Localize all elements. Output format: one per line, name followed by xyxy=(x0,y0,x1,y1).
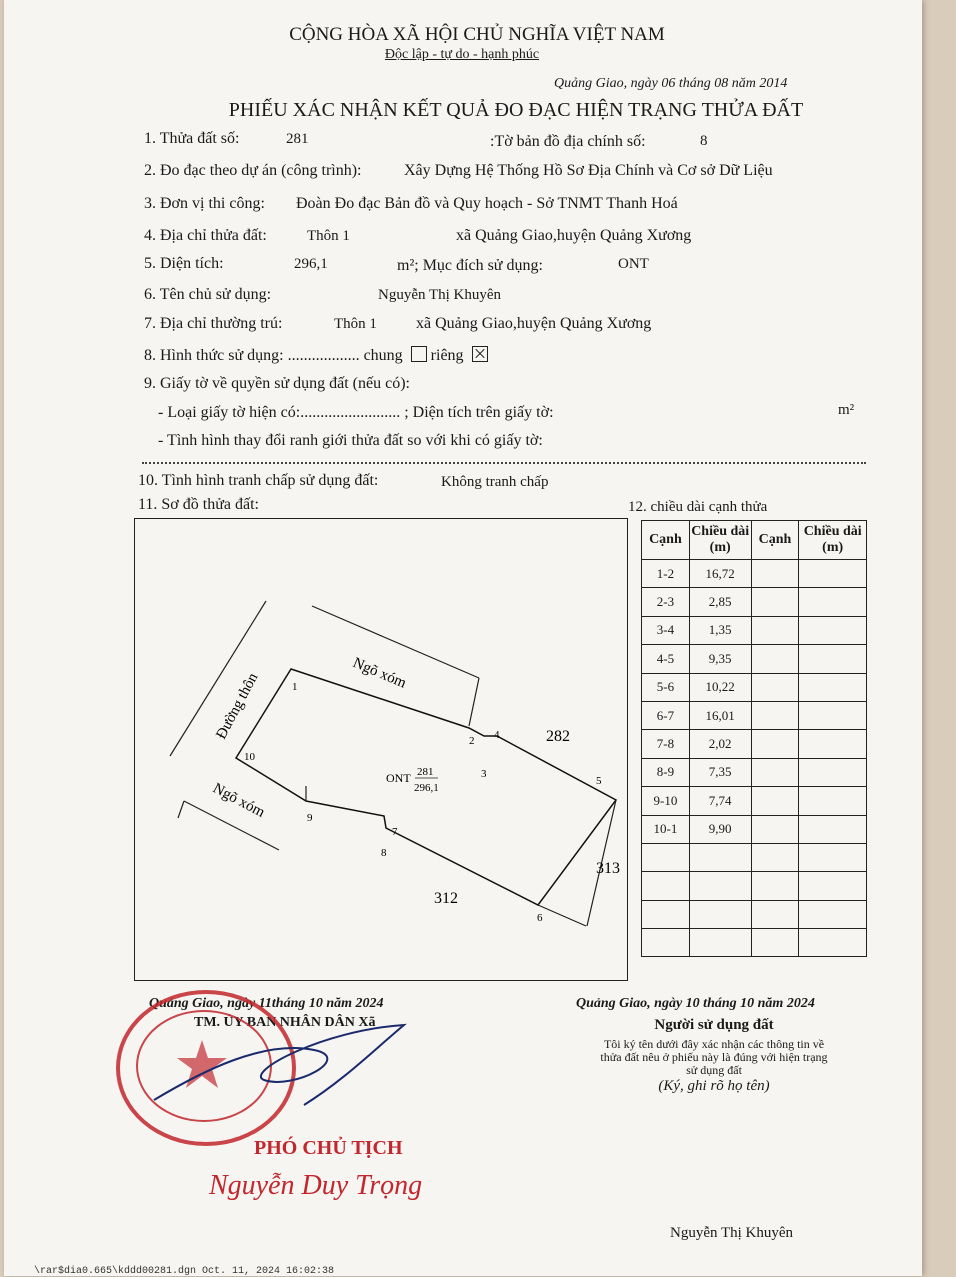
edge-length-label: 12. chiều dài cạnh thửa xyxy=(628,499,768,515)
empty-cell xyxy=(751,900,799,928)
table-row xyxy=(642,560,867,588)
parcel-sketch xyxy=(134,518,628,981)
separator xyxy=(142,462,866,464)
parcel-area-label: 296,1 xyxy=(414,782,439,794)
point-3-label: 3 xyxy=(481,768,487,780)
length-cell: 7,74 xyxy=(689,787,751,815)
project-name: Xây Dựng Hệ Thống Hồ Sơ Địa Chính và Cơ sở Dữ Liệu xyxy=(404,162,773,179)
documents-type: - Loại giấy tờ hiện có:......................... ; Diện tích trên giấy tờ: xyxy=(158,404,554,421)
point-1-label: 1 xyxy=(292,681,298,693)
national-title: CỘNG HÒA XÃ HỘI CHỦ NGHĨA VIỆT NAM xyxy=(289,24,665,45)
table-row xyxy=(642,588,867,616)
edge-cell: 10-1 xyxy=(642,815,690,843)
private-checkbox xyxy=(472,346,488,362)
land-user-note-2: thửa đất nêu ở phiếu này là đúng với hiện trạng xyxy=(600,1050,828,1064)
usage-form xyxy=(144,346,488,365)
col-length: Chiều dài (m) xyxy=(689,521,751,560)
land-user-name: Nguyễn Thị Khuyên xyxy=(670,1225,794,1241)
neighbor-282-label: 282 xyxy=(546,728,570,745)
point-6-label: 6 xyxy=(537,912,543,924)
alley-left-label: Ngõ xóm xyxy=(210,780,268,821)
edge-cell: 2-3 xyxy=(642,588,690,616)
length-cell: 9,35 xyxy=(689,645,751,673)
shared-checkbox xyxy=(411,346,427,362)
parcel-purpose-label: ONT xyxy=(386,771,411,785)
col-edge: Cạnh xyxy=(642,521,690,560)
issue-date: Quảng Giao, ngày 06 tháng 08 năm 2014 xyxy=(554,76,788,91)
length-cell xyxy=(689,872,751,900)
table-row xyxy=(642,758,867,786)
edge-cell xyxy=(642,900,690,928)
table-row xyxy=(642,787,867,815)
map-sheet-number: 8 xyxy=(700,133,708,149)
table-row xyxy=(642,616,867,644)
table-row xyxy=(642,843,867,871)
point-5-label: 5 xyxy=(596,775,602,787)
empty-cell xyxy=(799,815,867,843)
documents-area-unit: m² xyxy=(838,402,855,418)
edge-cell: 3-4 xyxy=(642,616,690,644)
residence-label: 7. Địa chỉ thường trú: xyxy=(144,315,283,332)
boundary-change: - Tình hình thay đổi ranh giới thửa đất so với khi có giấy tờ: xyxy=(158,432,543,449)
right-sign-date: Quảng Giao, ngày 10 tháng 10 năm 2024 xyxy=(576,996,815,1011)
contractor-label: 3. Đơn vị thi công: xyxy=(144,195,265,212)
empty-cell xyxy=(799,560,867,588)
vice-chairman-name: Nguyễn Duy Trọng xyxy=(209,1170,423,1201)
col-length-2: Chiều dài (m) xyxy=(799,521,867,560)
edge-cell: 7-8 xyxy=(642,730,690,758)
point-7-label: 7 xyxy=(392,826,398,838)
empty-cell xyxy=(799,616,867,644)
parcel-address-label: 4. Địa chỉ thửa đất: xyxy=(144,227,267,244)
table-row xyxy=(642,900,867,928)
document-page xyxy=(4,0,922,1276)
alley-left-end xyxy=(178,801,184,818)
empty-cell xyxy=(799,900,867,928)
empty-cell xyxy=(799,929,867,957)
usage-form-label: 8. Hình thức sử dụng: .................. chung xyxy=(144,347,403,364)
empty-cell xyxy=(799,588,867,616)
empty-cell xyxy=(799,645,867,673)
length-cell: 10,22 xyxy=(689,673,751,701)
empty-cell xyxy=(751,673,799,701)
edge-cell: 4-5 xyxy=(642,645,690,673)
edge-cell: 8-9 xyxy=(642,758,690,786)
alley-top-end xyxy=(469,678,479,726)
point-4-label: 4 xyxy=(494,729,500,741)
vice-chairman-title: PHÓ CHỦ TỊCH xyxy=(254,1137,403,1159)
empty-cell xyxy=(751,758,799,786)
table-row xyxy=(642,815,867,843)
neighbor-313-label: 313 xyxy=(596,860,620,877)
owner-label: 6. Tên chủ sử dụng: xyxy=(144,286,272,303)
empty-cell xyxy=(751,560,799,588)
parcel-village: Thôn 1 xyxy=(307,228,350,244)
length-cell: 16,01 xyxy=(689,701,751,729)
dispute-status: Không tranh chấp xyxy=(441,474,549,490)
length-cell xyxy=(689,929,751,957)
signature-scribble xyxy=(144,1010,444,1120)
neighbor-312-boundary xyxy=(538,905,586,926)
table-row xyxy=(642,645,867,673)
empty-cell xyxy=(799,701,867,729)
parcel-id-label: 281 xyxy=(417,766,434,778)
private-label: riêng xyxy=(430,347,464,364)
table-row xyxy=(642,701,867,729)
land-user-note-3: sử dụng đất xyxy=(686,1063,742,1077)
table-row xyxy=(642,872,867,900)
length-cell: 1,35 xyxy=(689,616,751,644)
dispute-label: 10. Tình hình tranh chấp sử dụng đất: xyxy=(138,472,379,489)
edge-cell: 9-10 xyxy=(642,787,690,815)
documents-label: 9. Giấy tờ về quyền sử dụng đất (nếu có): xyxy=(144,375,410,392)
purpose-label: m²; Mục đích sử dụng: xyxy=(397,257,543,274)
point-2-label: 2 xyxy=(469,735,475,747)
edge-cell: 1-2 xyxy=(642,560,690,588)
parcel-number: 281 xyxy=(286,131,309,147)
left-sign-org: TM. ỦY BAN NHÂN DÂN Xã xyxy=(194,1015,376,1030)
empty-cell xyxy=(799,787,867,815)
left-sign-date: Quảng Giao, ngày 11tháng 10 năm 2024 xyxy=(149,996,384,1011)
residence-commune: xã Quảng Giao,huyện Quảng Xương xyxy=(416,315,652,332)
land-user-role: Người sử dụng đất xyxy=(654,1017,774,1033)
area-value: 296,1 xyxy=(294,256,328,272)
table-row xyxy=(642,673,867,701)
sign-hint: (Ký, ghi rõ họ tên) xyxy=(658,1078,770,1094)
alley-top-edge xyxy=(312,606,479,678)
empty-cell xyxy=(799,673,867,701)
neighbor-312-label: 312 xyxy=(434,890,458,907)
empty-cell xyxy=(751,843,799,871)
empty-cell xyxy=(799,872,867,900)
motto: Độc lập - tự do - hạnh phúc xyxy=(384,47,540,62)
project-label: 2. Đo đạc theo dự án (công trình): xyxy=(144,162,362,179)
parcel-number-label: 1. Thửa đất số: xyxy=(144,130,240,147)
empty-cell xyxy=(751,645,799,673)
empty-cell xyxy=(751,616,799,644)
length-cell: 7,35 xyxy=(689,758,751,786)
table-row xyxy=(642,730,867,758)
point-10-label: 10 xyxy=(244,751,255,763)
land-user-note-1: Tôi ký tên dưới đây xác nhận các thông tin về xyxy=(603,1037,825,1051)
empty-cell xyxy=(751,929,799,957)
contractor-name: Đoàn Đo đạc Bản đồ và Quy hoạch - Sở TNMT Thanh Hoá xyxy=(296,195,678,212)
sketch-label: 11. Sơ đồ thửa đất: xyxy=(138,496,259,513)
point-9-label: 9 xyxy=(307,812,313,824)
area-label: 5. Diện tích: xyxy=(144,255,224,272)
edge-length-table xyxy=(641,520,867,957)
length-cell xyxy=(689,843,751,871)
length-cell xyxy=(689,900,751,928)
edge-cell: 5-6 xyxy=(642,673,690,701)
empty-cell xyxy=(799,730,867,758)
residence-village: Thôn 1 xyxy=(334,316,377,332)
empty-cell xyxy=(751,730,799,758)
edge-cell xyxy=(642,843,690,871)
edge-cell xyxy=(642,929,690,957)
point-8-label: 8 xyxy=(381,847,387,859)
empty-cell xyxy=(751,815,799,843)
alley-top-label: Ngõ xóm xyxy=(350,654,409,692)
map-sheet-label: :Tờ bản đồ địa chính số: xyxy=(490,133,646,150)
road-label: Đường thôn xyxy=(213,670,262,742)
empty-cell xyxy=(751,701,799,729)
empty-cell xyxy=(799,758,867,786)
owner-name: Nguyễn Thị Khuyên xyxy=(378,287,502,303)
empty-cell xyxy=(751,787,799,815)
empty-cell xyxy=(751,872,799,900)
edge-cell xyxy=(642,872,690,900)
empty-cell xyxy=(799,843,867,871)
length-cell: 2,02 xyxy=(689,730,751,758)
purpose-value: ONT xyxy=(618,256,649,272)
length-cell: 2,85 xyxy=(689,588,751,616)
length-cell: 16,72 xyxy=(689,560,751,588)
document-title: PHIẾU XÁC NHẬN KẾT QUẢ ĐO ĐẠC HIỆN TRẠNG THỬA ĐẤT xyxy=(228,99,804,121)
length-cell: 9,90 xyxy=(689,815,751,843)
table-header-row xyxy=(642,521,867,560)
parcel-commune: xã Quảng Giao,huyện Quảng Xương xyxy=(456,227,692,244)
table-row xyxy=(642,929,867,957)
file-path-footer: \rar$dia0.665\kddd00281.dgn Oct. 11, 2024 16:02:38 xyxy=(34,1266,335,1277)
edge-cell: 6-7 xyxy=(642,701,690,729)
col-edge-2: Cạnh xyxy=(751,521,799,560)
empty-cell xyxy=(751,588,799,616)
